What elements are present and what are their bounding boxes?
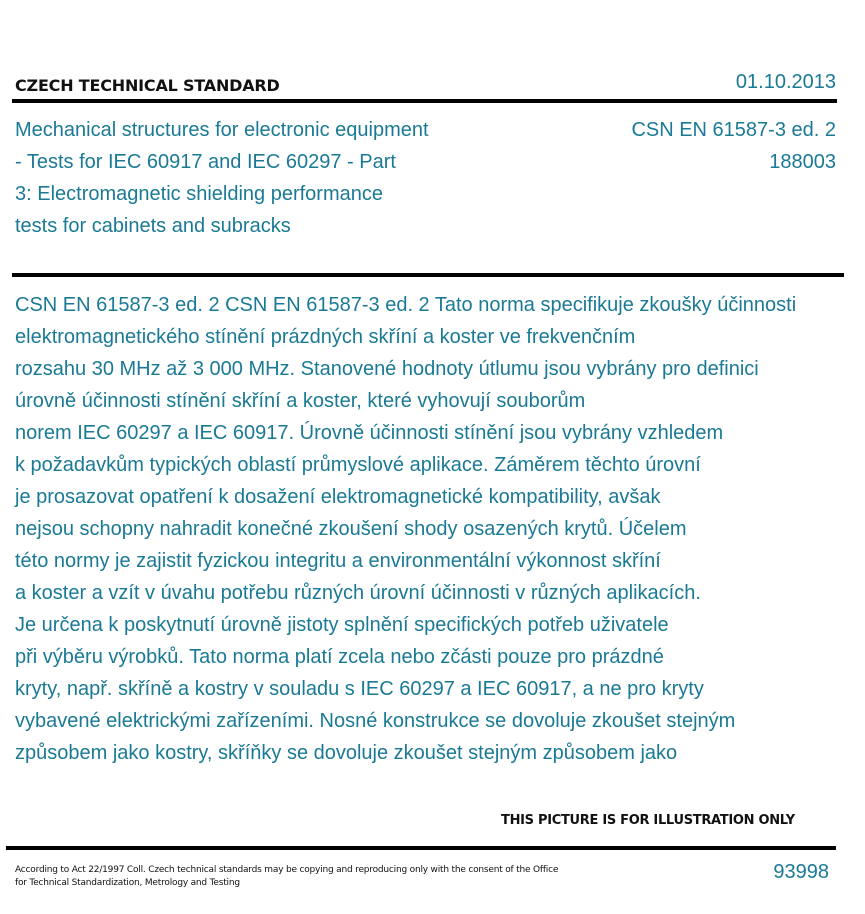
title-line: tests for cabinets and subracks — [15, 215, 291, 237]
title-line: Mechanical structures for electronic equipment — [15, 119, 429, 141]
legal-notice — [15, 864, 615, 890]
title-line: - Tests for IEC 60917 and IEC 60297 - Part — [15, 151, 396, 173]
legal-line: for Technical Standardization, Metrology and Testing — [15, 878, 240, 888]
standard-class-number: 188003 — [769, 151, 836, 173]
abstract-line: kryty, např. skříně a kostry v souladu s IEC 60297 a IEC 60917, a ne pro kryty — [15, 678, 704, 700]
abstract-line: elektromagnetického stínění prázdných skříní a koster ve frekvenčním — [15, 326, 636, 348]
footer-rule — [6, 846, 836, 850]
title-line: 3: Electromagnetic shielding performance — [15, 183, 383, 205]
abstract-line: této normy je zajistit fyzickou integritu a environmentální výkonnost skříní — [15, 550, 661, 572]
abstract-line: a koster a vzít v úvahu potřebu různých úrovní účinnosti v různých aplikacích. — [15, 582, 701, 604]
header-label: CZECH TECHNICAL STANDARD — [15, 76, 280, 95]
abstract-line: při výběru výrobků. Tato norma platí zcela nebo zčásti pouze pro prázdné — [15, 646, 664, 668]
abstract-line: nejsou schopny nahradit konečné zkoušení shody osazených krytů. Účelem — [15, 518, 687, 540]
standard-title — [15, 114, 485, 242]
illustration-note: THIS PICTURE IS FOR ILLUSTRATION ONLY — [501, 813, 795, 828]
legal-line: According to Act 22/1997 Coll. Czech technical standards may be copying and reproducing only with the consent of the Office — [15, 865, 559, 875]
abstract-line: rozsahu 30 MHz až 3 000 MHz. Stanovené hodnoty útlumu jsou vybrány pro definici — [15, 358, 759, 380]
title-rule — [12, 273, 844, 277]
abstract-text — [15, 289, 865, 769]
abstract-line: je prosazovat opatření k dosažení elektromagnetické kompatibility, avšak — [15, 486, 661, 508]
abstract-line: vybavené elektrickými zařízeními. Nosné konstrukce se dovoluje zkoušet stejným — [15, 710, 736, 732]
abstract-line: CSN EN 61587-3 ed. 2 CSN EN 61587-3 ed. 2 Tato norma specifikuje zkoušky účinnosti — [15, 294, 797, 316]
standard-designation: CSN EN 61587-3 ed. 2 — [631, 119, 836, 141]
abstract-line: způsobem jako kostry, skříňky se dovoluje zkoušet stejným způsobem jako — [15, 742, 678, 764]
abstract-line: k požadavkům typických oblastí průmyslové aplikace. Záměrem těchto úrovní — [15, 454, 701, 476]
header-rule — [12, 99, 837, 103]
abstract-line: Je určena k poskytnutí úrovně jistoty splnění specifických potřeb uživatele — [15, 614, 669, 636]
abstract-line: norem IEC 60297 a IEC 60917. Úrovně účinnosti stínění jsou vybrány vzhledem — [15, 422, 724, 444]
standard-number-block — [631, 114, 836, 178]
abstract-line: úrovně účinnosti stínění skříní a koster, které vyhovují souborům — [15, 390, 586, 412]
footer-code: 93998 — [773, 861, 829, 883]
header-date: 01.10.2013 — [735, 71, 836, 93]
